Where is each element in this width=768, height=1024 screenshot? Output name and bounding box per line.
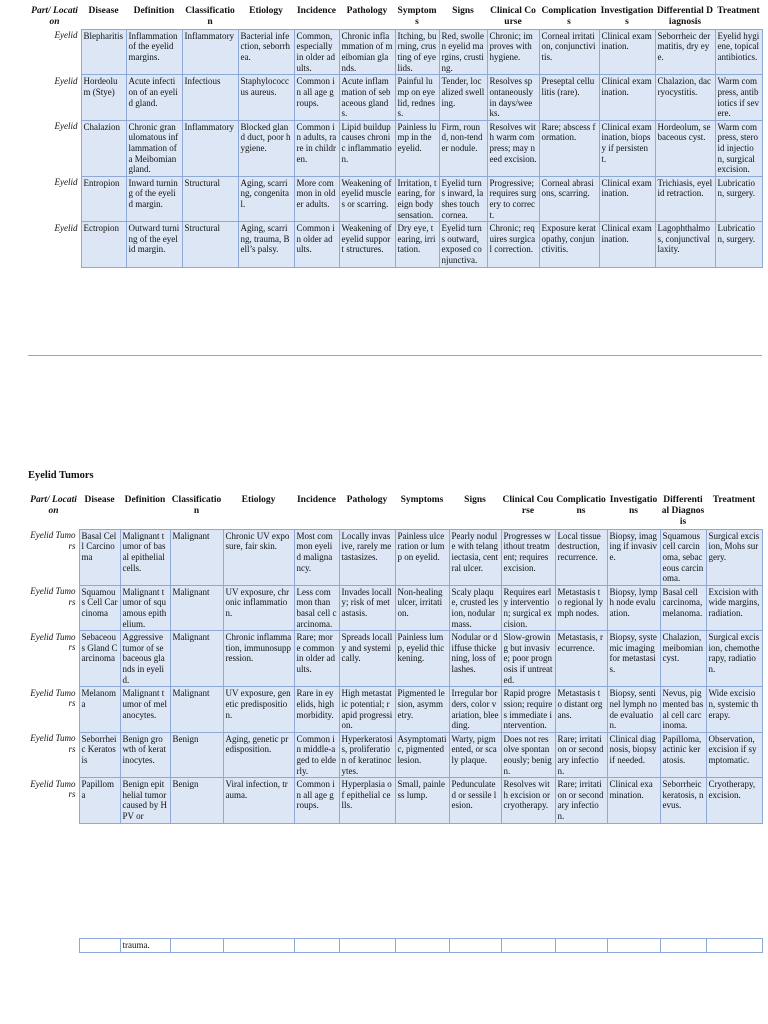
column-header: Incidence [294,494,339,529]
table-cell: Exposure keratopathy, conjunctivitis. [539,222,599,267]
table-cell: Clinical examination. [599,176,655,221]
table-cell: Common in adults, rare in children. [294,120,339,176]
table-cell: Hyperkeratosis, proliferation of keratinocytes. [339,732,395,777]
table-cell: Hordeolum (Stye) [81,75,126,120]
table-cell: Malignant [170,529,223,585]
table-cell: Lipid buildup causes chronic inflammation. [339,120,395,176]
table-cell: Less common than basal cell carcinoma. [294,585,339,630]
table-cell: Common in older adults. [294,222,339,267]
table-cell: Inflammatory [182,120,238,176]
table-cell: Blocked gland duct, poor hygiene. [238,120,294,176]
table-cell: Invades locally; risk of metastasis. [339,585,395,630]
table-cell: Metastasis to distant organs. [555,687,607,732]
eyelid-tumors-table-continued [28,938,763,953]
table-cell: Metastasis, recurrence. [555,631,607,687]
table-cell: Hordeolum, sebaceous cyst. [655,120,715,176]
table-cell: Progresses without treatment; requires excision. [501,529,555,585]
table-cell: Structural [182,176,238,221]
table-cell: Entropion [81,176,126,221]
column-header: Differential Diagnosis [655,5,715,29]
table-cell [706,939,762,953]
table-cell: Biopsy, imaging if invasive. [607,529,660,585]
table-cell: Papilloma, actinic keratosis. [660,732,706,777]
table-cell: Irritation, tearing, foreign body sensation. [395,176,439,221]
table-cell: Biopsy, lymph node evaluation. [607,585,660,630]
table-cell: Surgical excision, Mohs surgery. [706,529,762,585]
table-cell: Dry eye, tearing, irritation. [395,222,439,267]
table-cell: Resolves spontaneously in days/weeks. [487,75,539,120]
table-cell: Acute infection of an eyelid gland. [126,75,182,120]
table-cell: Blepharitis [81,29,126,74]
column-header: Part/ Location [28,494,79,529]
table-cell: Viral infection, trauma. [223,778,294,823]
table-cell: Rare; irritation or secondary infection. [555,778,607,823]
table-cell: UV exposure, chronic inflammation. [223,585,294,630]
table-cell: Nodular or diffuse thickening, loss of lashes. [449,631,501,687]
table-cell [660,939,706,953]
table-cell: Painless lump in the eyelid. [395,120,439,176]
table-cell: Melanoma [79,687,120,732]
table-cell: Malignant tumor of squamous epithelium. [120,585,170,630]
table-cell: Observation, excision if symptomatic. [706,732,762,777]
part-location-cell: Eyelid [28,29,81,74]
table-cell: Excision with wide margins, radiation. [706,585,762,630]
column-header: Complications [555,494,607,529]
table-cell: Malignant tumor of melanocytes. [120,687,170,732]
column-header: Definition [126,5,182,29]
table-cell: Common in middle-aged to elderly. [294,732,339,777]
column-header: Signs [449,494,501,529]
section-divider [28,355,762,356]
table-cell: Warm compress, antibiotics if severe. [715,75,762,120]
column-header: Definition [120,494,170,529]
column-header: Signs [439,5,487,29]
table-cell: Bacterial infection, seborrhea. [238,29,294,74]
column-header: Complications [539,5,599,29]
column-header: Clinical Course [487,5,539,29]
table-row [28,120,762,176]
table-cell: Aggressive tumor of sebaceous glands in eyelid. [120,631,170,687]
table-cell [449,939,501,953]
table-cell: Rare; more common in older adults. [294,631,339,687]
table-cell: Most common eyelid malignancy. [294,529,339,585]
table-cell: Chronic granulomatous inflammation of a Meibomian gland. [126,120,182,176]
column-header: Symptoms [395,494,449,529]
table-cell: Painful lump on eyelid, redness. [395,75,439,120]
table-cell: Hyperplasia of epithelial cells. [339,778,395,823]
table-row [28,176,762,221]
part-location-cell: Eyelid [28,222,81,267]
table-cell: Papilloma [79,778,120,823]
table-cell: Firm, round, non-tender nodule. [439,120,487,176]
table-cell: Basal Cell Carcinoma [79,529,120,585]
table-row [28,732,762,777]
part-location-cell: Eyelid Tumors [28,631,79,687]
part-location-cell: Eyelid Tumors [28,732,79,777]
table-cell: Chronic; requires surgical correction. [487,222,539,267]
column-header: Investigations [607,494,660,529]
table-cell: Pigmented lesion, asymmetry. [395,687,449,732]
table-row [28,529,762,585]
table-row [28,585,762,630]
table-cell: Pedunculated or sessile lesion. [449,778,501,823]
table-cell: Corneal abrasions, scarring. [539,176,599,221]
table-cell: Aging, scarring, congenital. [238,176,294,221]
column-header: Treatment [706,494,762,529]
table-cell [607,939,660,953]
table-cell: Cryotherapy, excision. [706,778,762,823]
table-cell: Rare; irritation or secondary infection. [555,732,607,777]
table-cell: Clinical diagnosis, biopsy if needed. [607,732,660,777]
table-cell: Benign epithelial tumor caused by HPV or [120,778,170,823]
table-cell: Ectropion [81,222,126,267]
table-cell: Painless lump, eyelid thickening. [395,631,449,687]
table-row [28,75,762,120]
table-cell: trauma. [120,939,170,953]
column-header: Classification [170,494,223,529]
table-cell: Basal cell carcinoma, melanoma. [660,585,706,630]
table-cell: Staphylococcus aureus. [238,75,294,120]
table-row [28,631,762,687]
table-cell: Sebaceous Gland Carcinoma [79,631,120,687]
table-cell [170,939,223,953]
table-cell: Chronic inflammation of meibomian glands. [339,29,395,74]
column-header: Pathology [339,5,395,29]
table-cell: Biopsy, sentinel lymph node evaluation. [607,687,660,732]
table-cell: Spreads locally and systemically. [339,631,395,687]
table-cell [339,939,395,953]
eyelid-diseases-table [28,5,763,268]
table-cell: Acute inflammation of sebaceous glands. [339,75,395,120]
table-cell: Preseptal cellulitis (rare). [539,75,599,120]
table-cell: Outward turning of the eyelid margin. [126,222,182,267]
table-cell: Rapid progression; requires immediate intervention. [501,687,555,732]
table-cell: Clinical examination. [599,75,655,120]
part-location-cell: Eyelid Tumors [28,778,79,823]
table-cell: Painless ulceration or lump on eyelid. [395,529,449,585]
table-cell: Wide excision, systemic therapy. [706,687,762,732]
table-cell: Benign [170,778,223,823]
table-cell: Does not resolve spontaneously; benign. [501,732,555,777]
table-cell: Chalazion [81,120,126,176]
table-cell [555,939,607,953]
table-cell: Non-healing ulcer, irritation. [395,585,449,630]
table-cell: Clinical examination. [599,222,655,267]
table-cell: Lagophthalmos, conjunctival laxity. [655,222,715,267]
table-cell: Malignant tumor of basal epithelial cells. [120,529,170,585]
table-cell: Rare in eyelids, high morbidity. [294,687,339,732]
table-cell: Eyelid hygiene, topical antibiotics. [715,29,762,74]
table-row [28,687,762,732]
eyelid-tumors-table [28,494,763,824]
table-cell: Rare; abscess formation. [539,120,599,176]
table-cell: Inward turning of the eyelid margin. [126,176,182,221]
table-cell: Clinical examination. [599,29,655,74]
column-header: Treatment [715,5,762,29]
table-cell: Chalazion, meibomian cyst. [660,631,706,687]
table-cell: Asymptomatic, pigmented lesion. [395,732,449,777]
table-cell: Locally invasive, rarely metastasizes. [339,529,395,585]
table-cell: Inflammatory [182,29,238,74]
column-header: Etiology [238,5,294,29]
table-cell: Squamous Cell Carcinoma [79,585,120,630]
part-location-cell: Eyelid Tumors [28,529,79,585]
part-location-cell: Eyelid [28,176,81,221]
table-cell: High metastatic potential; rapid progression. [339,687,395,732]
table-cell: Red, swollen eyelid margins, crusting. [439,29,487,74]
table-cell: Benign [170,732,223,777]
table-row [28,778,762,823]
table-cell: Scaly plaque, crusted lesion, nodular mass. [449,585,501,630]
table-cell: Resolves with warm compress; may need excision. [487,120,539,176]
part-location-cell: Eyelid [28,75,81,120]
part-location-cell [28,939,79,953]
table-cell: Infectious [182,75,238,120]
column-header: Classification [182,5,238,29]
column-header: Symptoms [395,5,439,29]
column-header: Disease [79,494,120,529]
table-cell: Eyelid turns outward, exposed conjunctiva. [439,222,487,267]
table-cell: Common in all age groups. [294,75,339,120]
column-header: Disease [81,5,126,29]
table-cell: Chalazion, dacryocystitis. [655,75,715,120]
table-cell [501,939,555,953]
table-cell: Slow-growing but invasive; poor prognosis if untreated. [501,631,555,687]
table-cell: Clinical examination, biopsy if persistent. [599,120,655,176]
table-cell: Local tissue destruction, recurrence. [555,529,607,585]
table-cell: Malignant [170,631,223,687]
table-cell: Biopsy, systemic imaging for metastasis. [607,631,660,687]
table-header-row [28,494,762,529]
column-header: Part/ Location [28,5,81,29]
part-location-cell: Eyelid Tumors [28,687,79,732]
part-location-cell: Eyelid [28,120,81,176]
table-cell: Malignant [170,585,223,630]
table-cell: Eyelid turns inward, lashes touch cornea. [439,176,487,221]
table-cell: Common, especially in older adults. [294,29,339,74]
table-cell [223,939,294,953]
table-cell: Tender, localized swelling. [439,75,487,120]
table-cell: Aging, scarring, trauma, Bell’s palsy. [238,222,294,267]
table-row [28,222,762,267]
column-header: Pathology [339,494,395,529]
table-cell [294,939,339,953]
table-cell: Surgical excision, chemotherapy, radiation. [706,631,762,687]
table-cell: Irregular borders, color variation, bleeding. [449,687,501,732]
table-cell: Seborrheic keratosis, nevus. [660,778,706,823]
table-cell: Benign growth of keratinocytes. [120,732,170,777]
column-header: Etiology [223,494,294,529]
table-row [28,29,762,74]
table-cell: UV exposure, genetic predisposition. [223,687,294,732]
table-cell [79,939,120,953]
table-cell: Inflammation of the eyelid margins. [126,29,182,74]
table-cell: Lubrication, surgery. [715,222,762,267]
column-header: Differential Diagnosis [660,494,706,529]
table-cell: Resolves with excision or cryotherapy. [501,778,555,823]
section-title: Eyelid Tumors [28,470,94,481]
table-cell: Weakening of eyelid muscles or scarring. [339,176,395,221]
table-cell: Trichiasis, eyelid retraction. [655,176,715,221]
part-location-cell: Eyelid Tumors [28,585,79,630]
table-cell: Pearly nodule with telangiectasia, central ulcer. [449,529,501,585]
table-header-row [28,5,762,29]
table-cell: Nevus, pigmented basal cell carcinoma. [660,687,706,732]
table-cell: Clinical examination. [607,778,660,823]
table-cell: Seborrheic dermatitis, dry eye. [655,29,715,74]
column-header: Incidence [294,5,339,29]
column-header: Clinical Course [501,494,555,529]
table-cell: Progressive; requires surgery to correct. [487,176,539,221]
table-cell: Common in all age groups. [294,778,339,823]
table-cell: Chronic inflammation, immunosuppression. [223,631,294,687]
table-cell: Aging, genetic predisposition. [223,732,294,777]
table-cell [395,939,449,953]
table-cell: Malignant [170,687,223,732]
table-cell: Weakening of eyelid support structures. [339,222,395,267]
table-cell: Squamous cell carcinoma, sebaceous carcinoma. [660,529,706,585]
column-header: Investigations [599,5,655,29]
table-cell: Itching, burning, crusting of eyelids. [395,29,439,74]
table-row [28,939,762,953]
table-cell: Corneal irritation, conjunctivitis. [539,29,599,74]
table-cell: Small, painless lump. [395,778,449,823]
table-cell: Seborrheic Keratosis [79,732,120,777]
table-cell: More common in older adults. [294,176,339,221]
table-cell: Requires early intervention; surgical excision. [501,585,555,630]
table-cell: Chronic; improves with hygiene. [487,29,539,74]
table-cell: Chronic UV exposure, fair skin. [223,529,294,585]
table-cell: Lubrication, surgery. [715,176,762,221]
table-cell: Metastasis to regional lymph nodes. [555,585,607,630]
table-cell: Structural [182,222,238,267]
table-cell: Warm compress, steroid injection, surgical excision. [715,120,762,176]
table-cell: Warty, pigmented, or scaly plaque. [449,732,501,777]
